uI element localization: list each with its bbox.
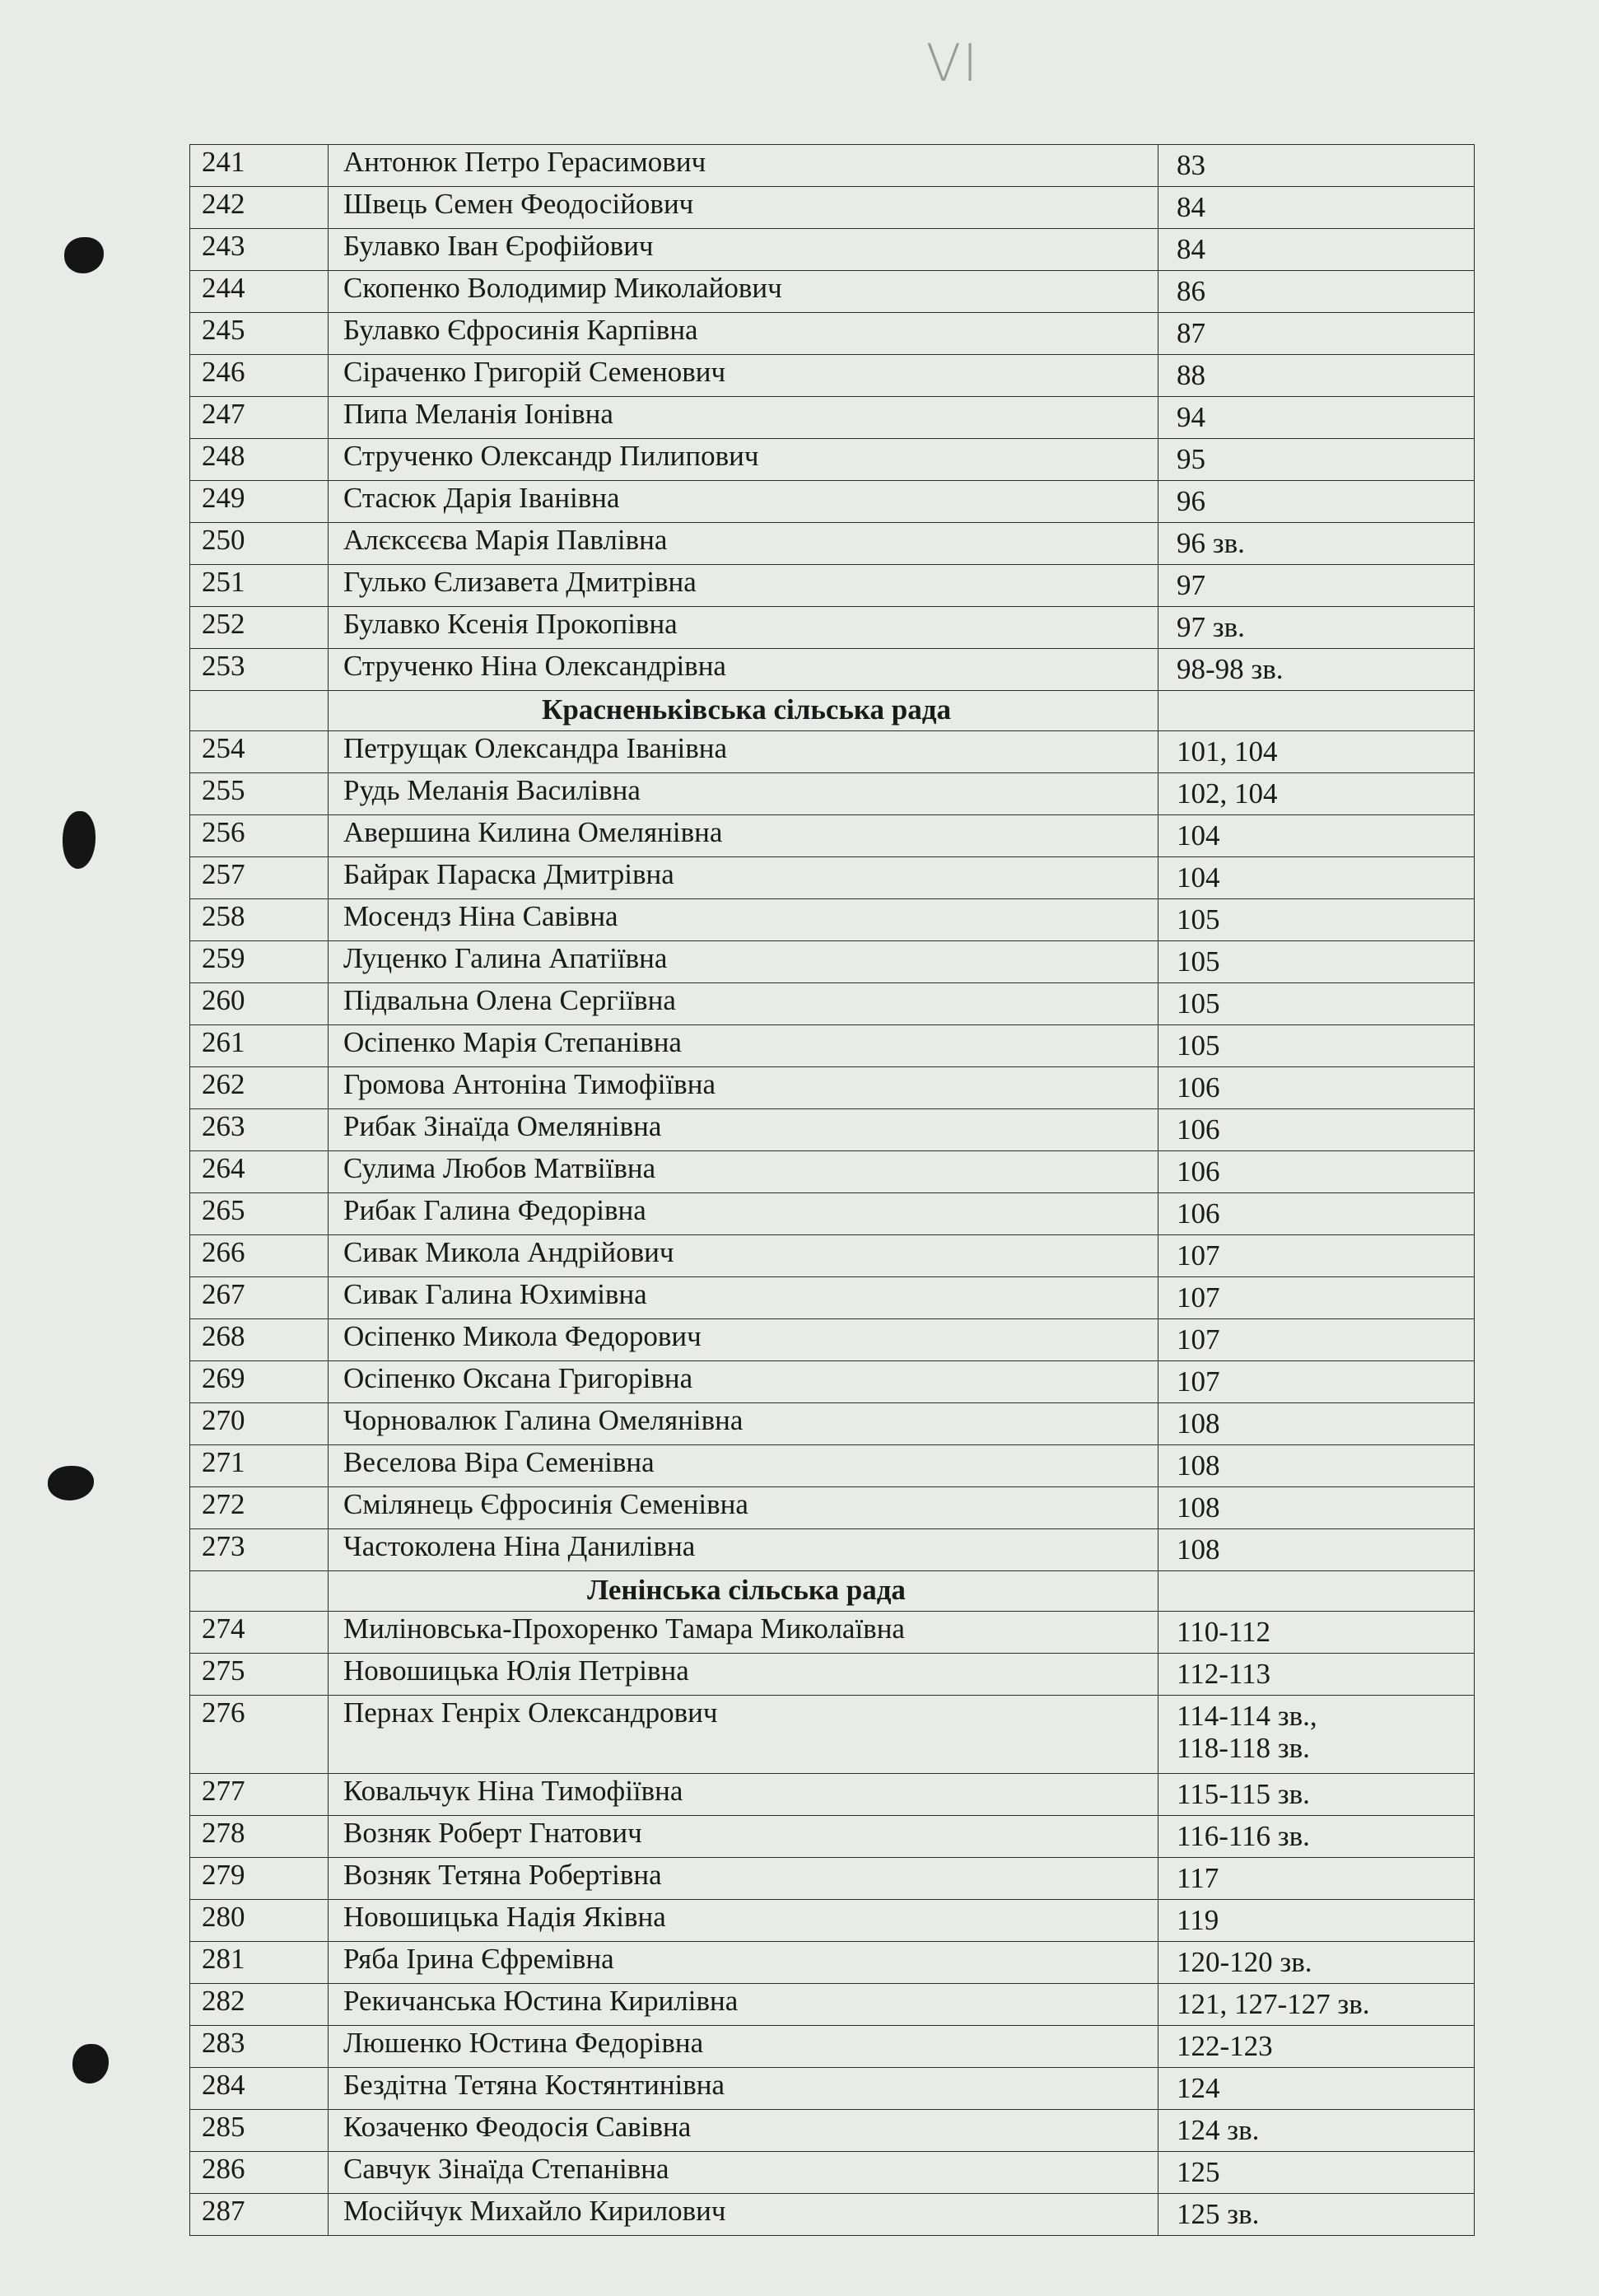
- sheet-numbers: [1158, 1696, 1475, 1774]
- table-row: [190, 1445, 1475, 1487]
- table-row: [190, 565, 1475, 607]
- entry-number: 242: [190, 187, 329, 229]
- table-row: [190, 145, 1475, 187]
- person-name: Булавко Іван Єрофійович: [329, 229, 1158, 271]
- table-row: [190, 1487, 1475, 1529]
- sheet-numbers: [1158, 355, 1475, 397]
- person-name: Смілянець Єфросинія Семенівна: [329, 1487, 1158, 1529]
- person-name: Сивак Галина Юхимівна: [329, 1277, 1158, 1319]
- sheet-number-line: 108: [1177, 1449, 1220, 1482]
- sheet-number-line: 106: [1177, 1197, 1220, 1230]
- sheet-number-line: 105: [1177, 1029, 1220, 1062]
- table-row: [190, 271, 1475, 313]
- sheet-number-line: 105: [1177, 903, 1220, 936]
- person-name: Громова Антоніна Тимофіївна: [329, 1067, 1158, 1109]
- punch-hole: [63, 811, 96, 869]
- sheet-numbers: [1158, 1774, 1475, 1816]
- person-name: Антонюк Петро Герасимович: [329, 145, 1158, 187]
- table-row: [190, 1235, 1475, 1277]
- sheet-number-line: 108: [1177, 1533, 1220, 1566]
- entry-number: 287: [190, 2194, 329, 2236]
- sheet-numbers: [1158, 481, 1475, 523]
- table-row: [190, 649, 1475, 691]
- entry-number: 280: [190, 1900, 329, 1942]
- person-name: Ряба Ірина Єфремівна: [329, 1942, 1158, 1984]
- entry-number: 245: [190, 313, 329, 355]
- sheet-numbers: [1158, 439, 1475, 481]
- section-empty-cell: [1158, 691, 1475, 731]
- person-name: Веселова Віра Семенівна: [329, 1445, 1158, 1487]
- sheet-number-line: 112-113: [1177, 1658, 1271, 1690]
- sheet-numbers: [1158, 2194, 1475, 2236]
- entry-number: 270: [190, 1403, 329, 1445]
- sheet-numbers: [1158, 2110, 1475, 2152]
- table-row: [190, 2194, 1475, 2236]
- sheet-numbers: [1158, 857, 1475, 899]
- sheet-numbers: [1158, 649, 1475, 691]
- entry-number: 267: [190, 1277, 329, 1319]
- sheet-numbers: [1158, 2026, 1475, 2068]
- sheet-numbers: [1158, 1067, 1475, 1109]
- table-row: [190, 397, 1475, 439]
- person-name: Петрущак Олександра Іванівна: [329, 731, 1158, 773]
- sheet-numbers: [1158, 1277, 1475, 1319]
- table-row: [190, 773, 1475, 815]
- sheet-number-line: 104: [1177, 819, 1220, 852]
- entry-number: 277: [190, 1774, 329, 1816]
- section-header-row: [190, 691, 1475, 731]
- entry-number: 264: [190, 1151, 329, 1193]
- sheet-number-line: 95: [1177, 443, 1205, 475]
- person-name: Булавко Ксенія Прокопівна: [329, 607, 1158, 649]
- person-name: Мосендз Ніна Савівна: [329, 899, 1158, 941]
- table-row: [190, 1654, 1475, 1696]
- person-name: Частоколена Ніна Данилівна: [329, 1529, 1158, 1571]
- table-row: [190, 1696, 1475, 1774]
- sheet-numbers: [1158, 1612, 1475, 1654]
- sheet-numbers: [1158, 271, 1475, 313]
- sheet-number-line: 106: [1177, 1113, 1220, 1146]
- entry-number: 285: [190, 2110, 329, 2152]
- person-name: Байрак Параска Дмитрівна: [329, 857, 1158, 899]
- table-row: [190, 355, 1475, 397]
- person-name: Осіпенко Оксана Григорівна: [329, 1361, 1158, 1403]
- sheet-number-line: 87: [1177, 317, 1205, 349]
- person-name: Чорновалюк Галина Омелянівна: [329, 1403, 1158, 1445]
- sheet-number-line: 107: [1177, 1365, 1220, 1398]
- sheet-numbers: [1158, 1445, 1475, 1487]
- sheet-numbers: [1158, 1654, 1475, 1696]
- person-name: Осіпенко Микола Федорович: [329, 1319, 1158, 1361]
- sheet-numbers: [1158, 1529, 1475, 1571]
- person-name: Новошицька Юлія Петрівна: [329, 1654, 1158, 1696]
- entry-number: 248: [190, 439, 329, 481]
- sheet-numbers: [1158, 1109, 1475, 1151]
- entry-number: 266: [190, 1235, 329, 1277]
- entry-number: 241: [190, 145, 329, 187]
- entry-number: 265: [190, 1193, 329, 1235]
- entry-number: 282: [190, 1984, 329, 2026]
- person-name: Рибак Галина Федорівна: [329, 1193, 1158, 1235]
- entry-number: 261: [190, 1025, 329, 1067]
- sheet-number-line: 107: [1177, 1281, 1220, 1314]
- sheet-number-line: 104: [1177, 861, 1220, 894]
- person-name: Швець Семен Феодосійович: [329, 187, 1158, 229]
- sheet-numbers: [1158, 1984, 1475, 2026]
- entry-number: 259: [190, 941, 329, 983]
- table-row: [190, 1025, 1475, 1067]
- table-row: [190, 731, 1475, 773]
- person-name: Миліновська-Прохоренко Тамара Миколаївна: [329, 1612, 1158, 1654]
- sheet-numbers: [1158, 1858, 1475, 1900]
- entry-number: 273: [190, 1529, 329, 1571]
- section-title: Красненьківська сільська рада: [329, 691, 1158, 731]
- page-number-mark: VI: [925, 32, 980, 93]
- table-row: [190, 187, 1475, 229]
- person-name: Підвальна Олена Сергіївна: [329, 983, 1158, 1025]
- punch-hole: [72, 2044, 109, 2084]
- sheet-numbers: [1158, 2152, 1475, 2194]
- section-empty-cell: [1158, 1571, 1475, 1612]
- sheet-number-line: 96 зв.: [1177, 527, 1245, 559]
- table-row: [190, 607, 1475, 649]
- table-row: [190, 1942, 1475, 1984]
- sheet-numbers: [1158, 1151, 1475, 1193]
- person-name: Рибак Зінаїда Омелянівна: [329, 1109, 1158, 1151]
- person-name: Рекичанська Юстина Кирилівна: [329, 1984, 1158, 2026]
- sheet-number-line: 107: [1177, 1239, 1220, 1272]
- person-name: Стасюк Дарія Іванівна: [329, 481, 1158, 523]
- sheet-number-line: 105: [1177, 987, 1220, 1020]
- sheet-numbers: [1158, 1319, 1475, 1361]
- entry-number: 272: [190, 1487, 329, 1529]
- entry-number: 275: [190, 1654, 329, 1696]
- entry-number: 256: [190, 815, 329, 857]
- table-row: [190, 1277, 1475, 1319]
- table-row: [190, 899, 1475, 941]
- person-name: Сулима Любов Матвіївна: [329, 1151, 1158, 1193]
- entry-number: 257: [190, 857, 329, 899]
- person-name: Пернах Генріх Олександрович: [329, 1696, 1158, 1774]
- entry-number: 278: [190, 1816, 329, 1858]
- sheet-numbers: [1158, 313, 1475, 355]
- person-name: Алєксєєва Марія Павлівна: [329, 523, 1158, 565]
- sheet-number-line: 101, 104: [1177, 735, 1278, 768]
- sheet-number-line: 124: [1177, 2072, 1220, 2104]
- sheet-numbers: [1158, 1235, 1475, 1277]
- person-name: Рудь Меланія Василівна: [329, 773, 1158, 815]
- entry-number: 247: [190, 397, 329, 439]
- table-row: [190, 1361, 1475, 1403]
- entry-number: 254: [190, 731, 329, 773]
- entry-number: 284: [190, 2068, 329, 2110]
- sheet-numbers: [1158, 229, 1475, 271]
- entry-number: 262: [190, 1067, 329, 1109]
- person-name: Люшенко Юстина Федорівна: [329, 2026, 1158, 2068]
- person-name: Струченко Олександр Пилипович: [329, 439, 1158, 481]
- person-name: Сивак Микола Андрійович: [329, 1235, 1158, 1277]
- sheet-numbers: [1158, 565, 1475, 607]
- person-name: Авершина Килина Омелянівна: [329, 815, 1158, 857]
- sheet-numbers: [1158, 773, 1475, 815]
- sheet-number-line: 110-112: [1177, 1616, 1271, 1648]
- sheet-number-line: 124 зв.: [1177, 2114, 1260, 2146]
- sheet-numbers: [1158, 815, 1475, 857]
- sheet-number-line: 97: [1177, 569, 1205, 601]
- sheet-numbers: [1158, 1900, 1475, 1942]
- table-row: [190, 313, 1475, 355]
- person-name: Струченко Ніна Олександрівна: [329, 649, 1158, 691]
- sheet-numbers: [1158, 1025, 1475, 1067]
- table-row: [190, 1529, 1475, 1571]
- sheet-number-line: 118-118 зв.: [1177, 1731, 1310, 1764]
- table-row: [190, 1984, 1475, 2026]
- sheet-number-line: 114-114 зв.,: [1177, 1700, 1317, 1732]
- person-name: Мосійчук Михайло Кирилович: [329, 2194, 1158, 2236]
- entry-number: 276: [190, 1696, 329, 1774]
- sheet-number-line: 125: [1177, 2156, 1220, 2188]
- table-row: [190, 1774, 1475, 1816]
- table-row: [190, 523, 1475, 565]
- person-name: Булавко Єфросинія Карпівна: [329, 313, 1158, 355]
- table-row: [190, 2152, 1475, 2194]
- section-header-row: [190, 1571, 1475, 1612]
- person-name: Возняк Тетяна Робертівна: [329, 1858, 1158, 1900]
- table-row: [190, 983, 1475, 1025]
- table-row: [190, 941, 1475, 983]
- entry-number: 271: [190, 1445, 329, 1487]
- sheet-number-line: 97 зв.: [1177, 611, 1245, 643]
- entry-number: 258: [190, 899, 329, 941]
- person-name: Бездітна Тетяна Костянтинівна: [329, 2068, 1158, 2110]
- sheet-number-line: 117: [1177, 1862, 1219, 1894]
- sheet-numbers: [1158, 731, 1475, 773]
- sheet-number-line: 84: [1177, 233, 1205, 265]
- sheet-number-line: 88: [1177, 359, 1205, 391]
- person-name: Сіраченко Григорій Семенович: [329, 355, 1158, 397]
- sheet-numbers: [1158, 1361, 1475, 1403]
- sheet-number-line: 120-120 зв.: [1177, 1946, 1312, 1978]
- sheet-number-line: 125 зв.: [1177, 2198, 1260, 2230]
- sheet-numbers: [1158, 2068, 1475, 2110]
- section-title: Ленінська сільська рада: [329, 1571, 1158, 1612]
- entry-number: 260: [190, 983, 329, 1025]
- table-row: [190, 815, 1475, 857]
- sheet-numbers: [1158, 1816, 1475, 1858]
- sheet-number-line: 102, 104: [1177, 777, 1278, 810]
- sheet-number-line: 83: [1177, 149, 1205, 181]
- table-row: [190, 1193, 1475, 1235]
- entry-number: 243: [190, 229, 329, 271]
- entry-number: 263: [190, 1109, 329, 1151]
- sheet-number-line: 121, 127-127 зв.: [1177, 1988, 1370, 2020]
- entry-number: 268: [190, 1319, 329, 1361]
- sheet-number-line: 116-116 зв.: [1177, 1820, 1310, 1852]
- person-name: Козаченко Феодосія Савівна: [329, 2110, 1158, 2152]
- section-empty-cell: [190, 1571, 329, 1612]
- person-name: Гулько Єлизавета Дмитрівна: [329, 565, 1158, 607]
- person-name: Осіпенко Марія Степанівна: [329, 1025, 1158, 1067]
- sheet-number-line: 115-115 зв.: [1177, 1778, 1310, 1810]
- sheet-number-line: 105: [1177, 945, 1220, 978]
- sheet-numbers: [1158, 1942, 1475, 1984]
- entry-number: 255: [190, 773, 329, 815]
- sheet-numbers: [1158, 1193, 1475, 1235]
- table-row: [190, 439, 1475, 481]
- table-row: [190, 1067, 1475, 1109]
- punch-hole: [48, 1466, 94, 1500]
- sheet-number-line: 107: [1177, 1323, 1220, 1356]
- person-name: Пипа Меланія Іонівна: [329, 397, 1158, 439]
- person-name: Скопенко Володимир Миколайович: [329, 271, 1158, 313]
- sheet-number-line: 108: [1177, 1407, 1220, 1440]
- registry-body: [190, 145, 1475, 2236]
- sheet-numbers: [1158, 1487, 1475, 1529]
- table-row: [190, 1319, 1475, 1361]
- section-empty-cell: [190, 691, 329, 731]
- person-name: Луценко Галина Апатіївна: [329, 941, 1158, 983]
- person-name: Савчук Зінаїда Степанівна: [329, 2152, 1158, 2194]
- sheet-numbers: [1158, 187, 1475, 229]
- sheet-numbers: [1158, 397, 1475, 439]
- entry-number: 250: [190, 523, 329, 565]
- entry-number: 253: [190, 649, 329, 691]
- sheet-number-line: 96: [1177, 485, 1205, 517]
- table-row: [190, 1612, 1475, 1654]
- table-row: [190, 1816, 1475, 1858]
- sheet-number-line: 106: [1177, 1071, 1220, 1104]
- entry-number: 269: [190, 1361, 329, 1403]
- registry-table: [189, 144, 1475, 2236]
- sheet-number-line: 86: [1177, 275, 1205, 307]
- sheet-numbers: [1158, 145, 1475, 187]
- table-row: [190, 857, 1475, 899]
- person-name: Новошицька Надія Яківна: [329, 1900, 1158, 1942]
- entry-number: 244: [190, 271, 329, 313]
- entry-number: 283: [190, 2026, 329, 2068]
- sheet-number-line: 122-123: [1177, 2030, 1273, 2062]
- sheet-number-line: 119: [1177, 1904, 1219, 1936]
- sheet-number-line: 106: [1177, 1155, 1220, 1188]
- sheet-numbers: [1158, 899, 1475, 941]
- sheet-numbers: [1158, 983, 1475, 1025]
- entry-number: 286: [190, 2152, 329, 2194]
- table-row: [190, 2068, 1475, 2110]
- table-row: [190, 1858, 1475, 1900]
- sheet-numbers: [1158, 941, 1475, 983]
- entry-number: 279: [190, 1858, 329, 1900]
- entry-number: 274: [190, 1612, 329, 1654]
- sheet-number-line: 108: [1177, 1491, 1220, 1524]
- entry-number: 251: [190, 565, 329, 607]
- table-row: [190, 2026, 1475, 2068]
- sheet-numbers: [1158, 523, 1475, 565]
- sheet-number-line: 98-98 зв.: [1177, 653, 1284, 685]
- person-name: Возняк Роберт Гнатович: [329, 1816, 1158, 1858]
- sheet-numbers: [1158, 1403, 1475, 1445]
- person-name: Ковальчук Ніна Тимофіївна: [329, 1774, 1158, 1816]
- entry-number: 249: [190, 481, 329, 523]
- sheet-numbers: [1158, 607, 1475, 649]
- sheet-number-line: 94: [1177, 401, 1205, 433]
- sheet-number-line: 84: [1177, 191, 1205, 223]
- table-row: [190, 1151, 1475, 1193]
- table-row: [190, 481, 1475, 523]
- table-row: [190, 1900, 1475, 1942]
- entry-number: 281: [190, 1942, 329, 1984]
- table-row: [190, 1109, 1475, 1151]
- table-row: [190, 1403, 1475, 1445]
- table-row: [190, 2110, 1475, 2152]
- entry-number: 246: [190, 355, 329, 397]
- punch-hole: [64, 237, 104, 273]
- table-row: [190, 229, 1475, 271]
- entry-number: 252: [190, 607, 329, 649]
